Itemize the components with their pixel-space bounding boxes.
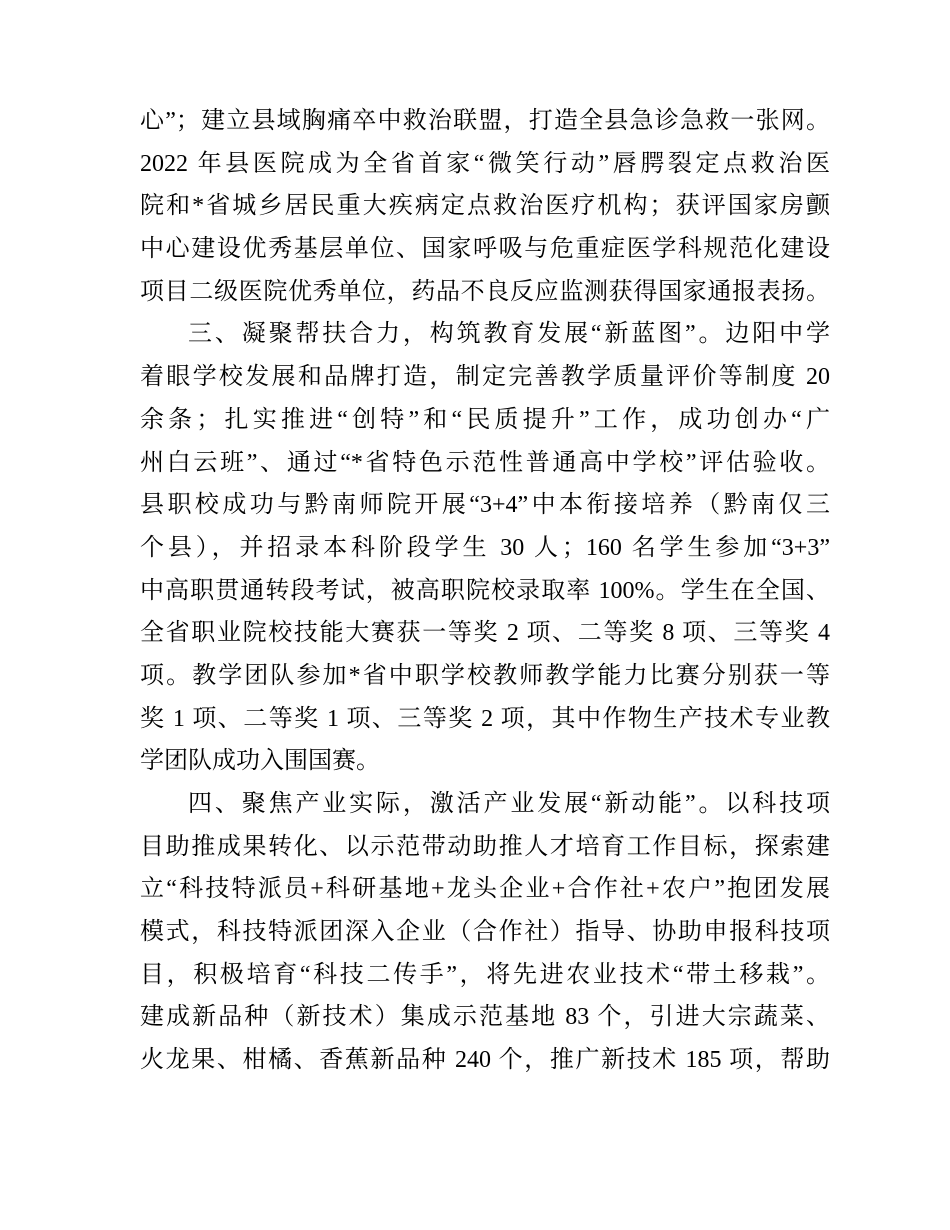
text-line: 州白云班”、通过“*省特色示范性普通高中学校”评估验收。	[140, 449, 830, 476]
text-line: 火龙果、柑橘、香蕉新品种 240 个，推广新技术 185 项，帮助	[140, 1047, 830, 1074]
text-line: 目助推成果转化、以示范带动助推人才培育工作目标，探索建	[140, 833, 830, 860]
text-line: 个县），并招录本科阶段学生 30 人；160 名学生参加“3+3”	[140, 534, 830, 561]
text-line: 奖 1 项、二等奖 1 项、三等奖 2 项，其中作物生产技术专业教	[140, 705, 830, 732]
text-line: 目，积极培育“科技二传手”，将先进农业技术“带土移栽”。	[140, 961, 830, 988]
text-line: 四、聚焦产业实际，激活产业发展“新动能”。以科技项	[188, 791, 830, 817]
text-line: 着眼学校发展和品牌打造，制定完善教学质量评价等制度 20	[140, 364, 830, 391]
text-line: 立“科技特派员+科研基地+龙头企业+合作社+农户”抱团发展	[140, 876, 830, 903]
text-line: 中心建设优秀基层单位、国家呼吸与危重症医学科规范化建设	[140, 236, 830, 263]
text-line: 学团队成功入围国赛。	[140, 748, 380, 775]
text-line: 中高职贯通转段考试，被高职院校录取率 100%。学生在全国、	[140, 577, 830, 604]
text-line: 模式，科技特派团深入企业（合作社）指导、协助申报科技项	[140, 919, 830, 946]
text-line: 心”；建立县域胸痛卒中救治联盟，打造全县急诊急救一张网。	[140, 108, 830, 134]
text-line: 余条；扎实推进“创特”和“民质提升”工作，成功创办“广	[140, 406, 830, 433]
text-line: 项。教学团队参加*省中职学校教师教学能力比赛分别获一等	[140, 662, 830, 689]
text-line: 三、凝聚帮扶合力，构筑教育发展“新蓝图”。边阳中学	[188, 321, 830, 348]
document-body	[140, 100, 830, 1082]
text-line: 院和*省城乡居民重大疾病定点救治医疗机构；获评国家房颤	[140, 193, 830, 220]
text-line: 县职校成功与黔南师院开展“3+4”中本衔接培养（黔南仅三	[140, 492, 830, 519]
text-line: 2022 年县医院成为全省首家“微笑行动”唇腭裂定点救治医	[140, 150, 830, 177]
text-line: 全省职业院校技能大赛获一等奖 2 项、二等奖 8 项、三等奖 4	[140, 620, 830, 647]
text-line: 建成新品种（新技术）集成示范基地 83 个，引进大宗蔬菜、	[140, 1004, 830, 1031]
text-line: 项目二级医院优秀单位，药品不良反应监测获得国家通报表扬。	[140, 278, 830, 305]
